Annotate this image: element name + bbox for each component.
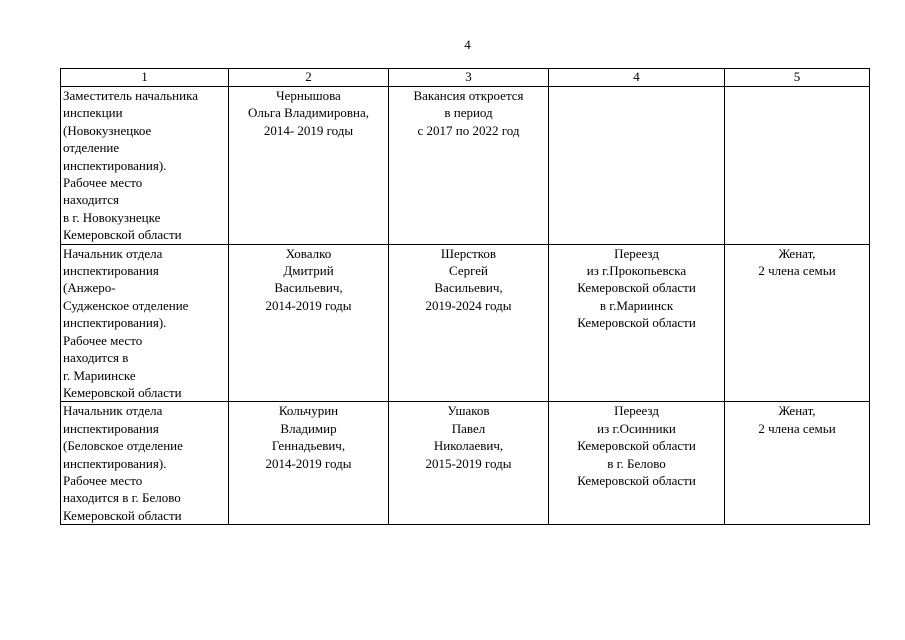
family-cell: Женат, 2 члена семьи <box>725 402 870 525</box>
header-cell-5: 5 <box>725 69 870 87</box>
family-cell: Женат, 2 члена семьи <box>725 244 870 402</box>
header-cell-3: 3 <box>389 69 549 87</box>
table-row <box>61 244 870 402</box>
candidate-cell: Вакансия откроется в период с 2017 по 2022 год <box>389 87 549 245</box>
header-cell-2: 2 <box>229 69 389 87</box>
table-row <box>61 87 870 245</box>
current-holder-cell: Ховалко Дмитрий Васильевич, 2014-2019 годы <box>229 244 389 402</box>
position-cell: Начальник отдела инспектирования (Анжеро- Судженское отделение инспектирования). Рабочее место находится в г. Мариинске Кемеровской области <box>61 244 229 402</box>
current-holder-cell: Чернышова Ольга Владимировна, 2014- 2019 годы <box>229 87 389 245</box>
staffing-table <box>60 68 870 525</box>
candidate-cell: Шерстков Сергей Васильевич, 2019-2024 годы <box>389 244 549 402</box>
page-number: 4 <box>464 37 471 52</box>
family-cell <box>725 87 870 245</box>
relocation-cell: Переезд из г.Осинники Кемеровской области в г. Белово Кемеровской области <box>549 402 725 525</box>
current-holder-cell: Кольчурин Владимир Геннадьевич, 2014-2019 годы <box>229 402 389 525</box>
table-header-row <box>61 69 870 87</box>
header-cell-1: 1 <box>61 69 229 87</box>
position-cell: Заместитель начальника инспекции (Новокузнецкое отделение инспектирования). Рабочее место находится в г. Новокузнецке Кемеровской области <box>61 87 229 245</box>
position-cell: Начальник отдела инспектирования (Беловское отделение инспектирования). Рабочее место находится в г. Белово Кемеровской области <box>61 402 229 525</box>
relocation-cell <box>549 87 725 245</box>
candidate-cell: Ушаков Павел Николаевич, 2015-2019 годы <box>389 402 549 525</box>
table-row <box>61 402 870 525</box>
relocation-cell: Переезд из г.Прокопьевска Кемеровской области в г.Мариинск Кемеровской области <box>549 244 725 402</box>
header-cell-4: 4 <box>549 69 725 87</box>
